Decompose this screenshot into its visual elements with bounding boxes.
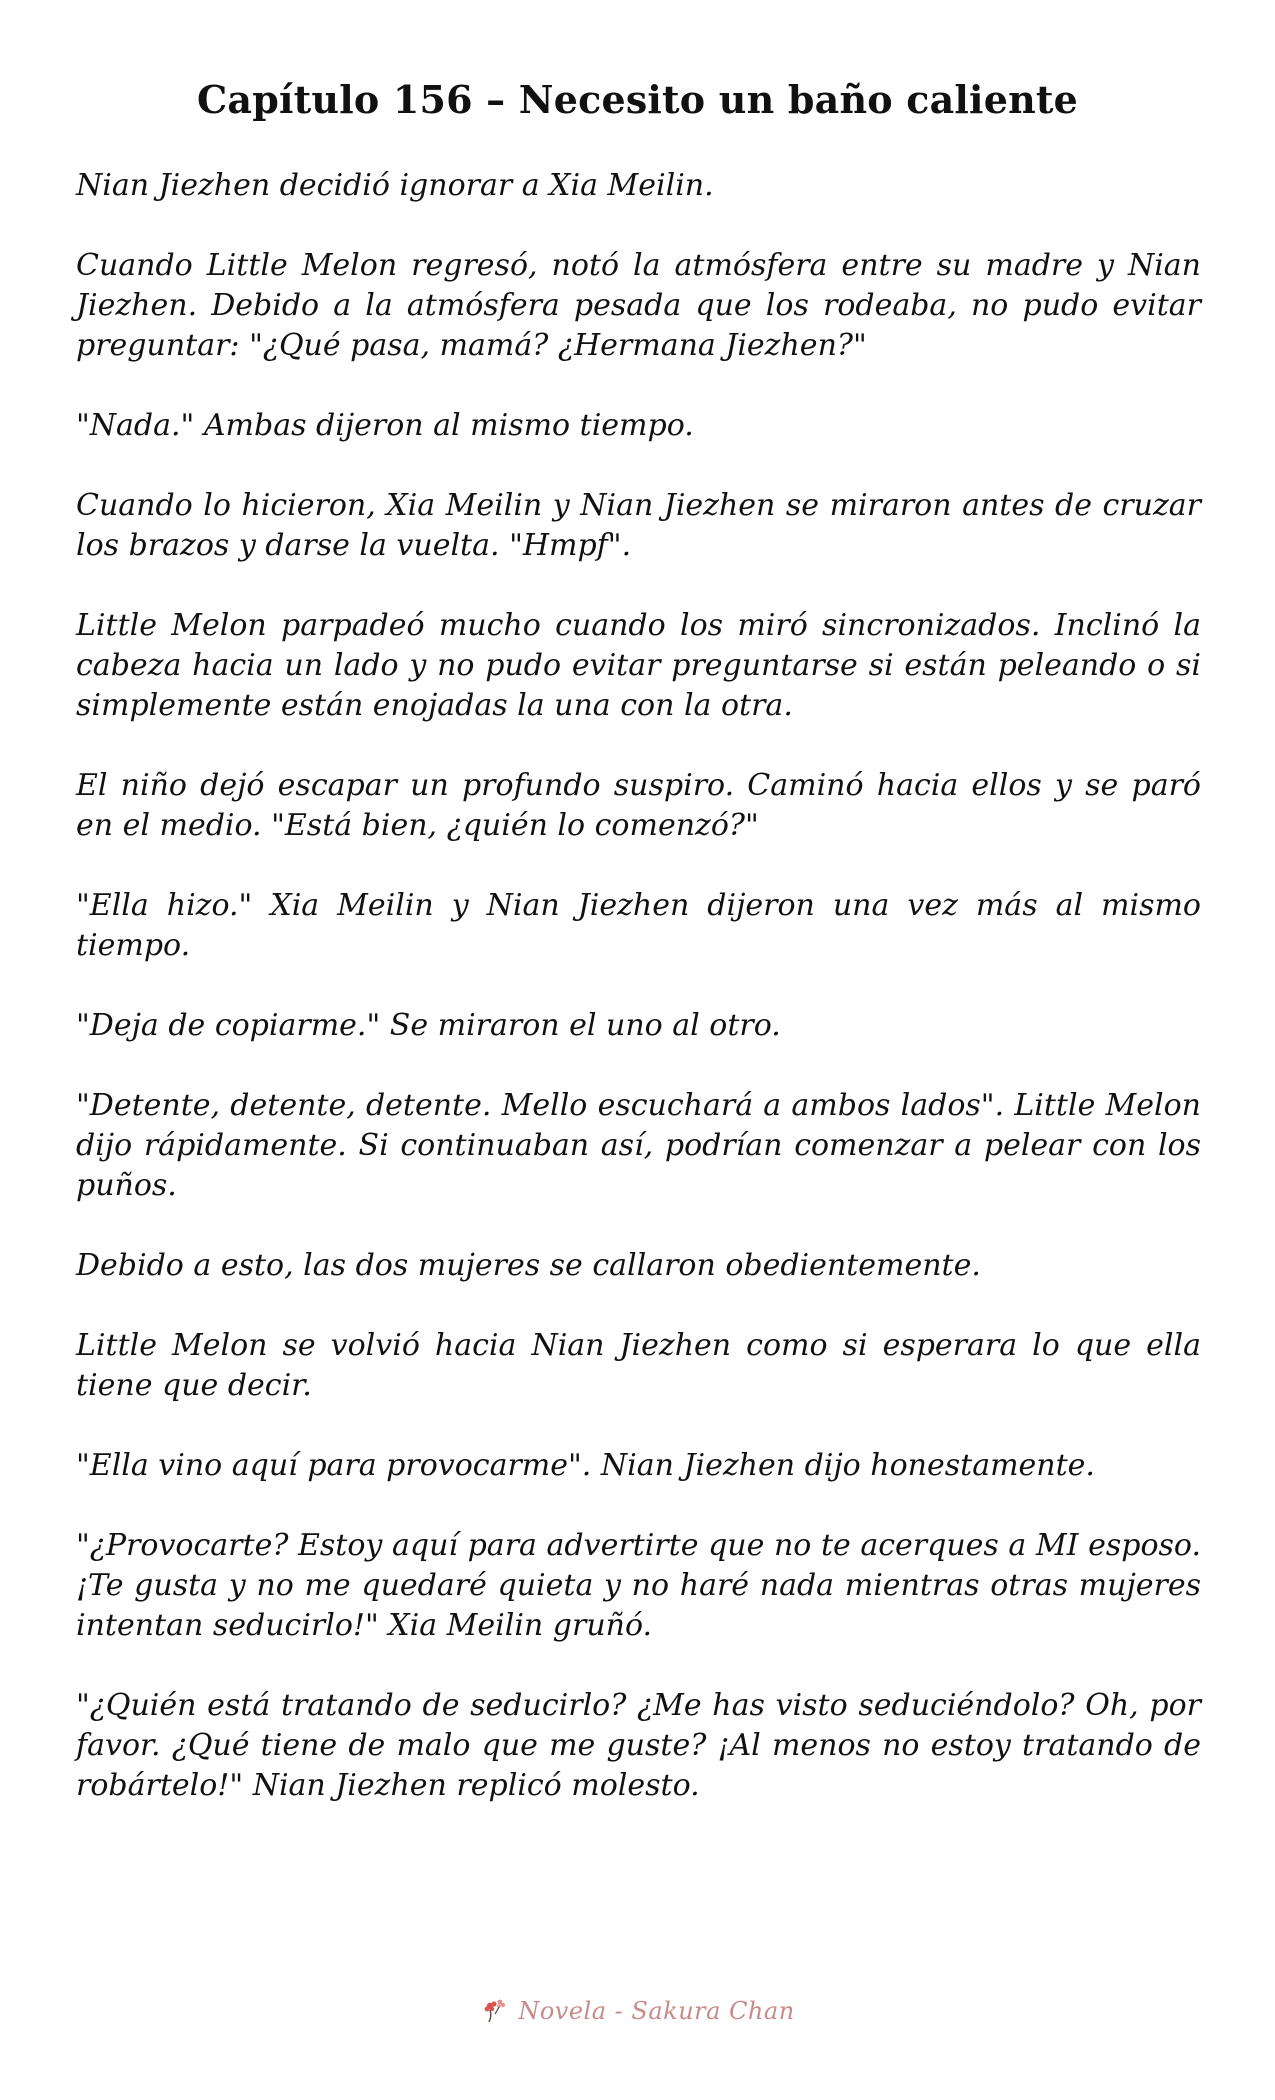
paragraph: El niño dejó escapar un profundo suspiro. Caminó hacia ellos y se paró en el medio. "Está bien, ¿quién lo comenzó?" [76, 768, 1201, 843]
paragraph: "Detente, detente, detente. Mello escuchará a ambos lados". Little Melon dijo rápidamente. Si continuaban así, podrían comenzar a pelear con los puños. [76, 1088, 1201, 1203]
paragraph: "¿Quién está tratando de seducirlo? ¿Me has visto seduciéndolo? Oh, por favor. ¿Qué tiene de malo que me guste? ¡Al menos no estoy tratando de robártelo!" Nian Jiezhen replicó molesto. [76, 1688, 1201, 1803]
paragraph: "Ella vino aquí para provocarme". Nian Jiezhen dijo honestamente. [76, 1448, 1095, 1483]
paragraph: "Ella hizo." Xia Meilin y Nian Jiezhen dijeron una vez más al mismo tiempo. [76, 888, 1201, 963]
paragraph: Cuando Little Melon regresó, notó la atmósfera entre su madre y Nian Jiezhen. Debido a la atmósfera pesada que los rodeaba, no pudo evitar preguntar: "¿Qué pasa, mamá? ¿Hermana Jiezhen?" [76, 248, 1201, 363]
paragraph: Debido a esto, las dos mujeres se callaron obedientemente. [76, 1248, 981, 1283]
paragraph: Little Melon se volvió hacia Nian Jiezhen como si esperara lo que ella tiene que decir. [76, 1328, 1201, 1403]
sakura-flower-icon [480, 1996, 510, 2026]
chapter-title: Capítulo 156 – Necesito un baño caliente [196, 77, 1079, 122]
paragraph: Little Melon parpadeó mucho cuando los miró sincronizados. Inclinó la cabeza hacia un lado y no pudo evitar preguntarse si están peleando o si simplemente están enojadas la una con la otra. [76, 608, 1201, 723]
paragraph: Cuando lo hicieron, Xia Meilin y Nian Jiezhen se miraron antes de cruzar los brazos y darse la vuelta. "Hmpf". [76, 488, 1201, 563]
watermark-footer [0, 1996, 1275, 2026]
paragraph: "¿Provocarte? Estoy aquí para advertirte que no te acerques a MI esposo. ¡Te gusta y no me quedaré quieta y no haré nada mientras otras mujeres intentan seducirlo!" Xia Meilin gruñó. [76, 1528, 1201, 1643]
paragraph: "Nada." Ambas dijeron al mismo tiempo. [76, 408, 694, 443]
paragraph: Nian Jiezhen decidió ignorar a Xia Meilin. [76, 168, 714, 203]
paragraph: "Deja de copiarme." Se miraron el uno al otro. [76, 1008, 781, 1043]
chapter-body [76, 166, 1201, 1846]
watermark-text: Novela - Sakura Chan [518, 1997, 795, 2025]
